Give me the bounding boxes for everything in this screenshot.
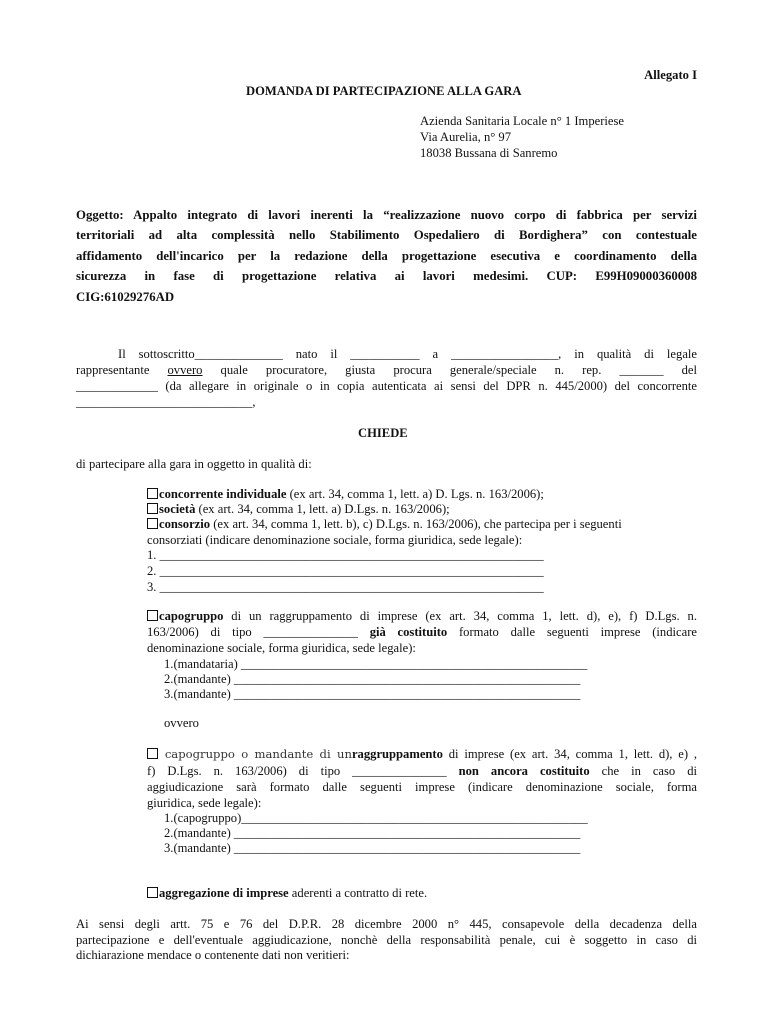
chiede-heading: CHIEDE xyxy=(358,426,408,440)
checkbox[interactable] xyxy=(147,503,158,514)
capogruppo-member-3[interactable]: 3.(mandante) _______________________________________________________ xyxy=(164,687,581,701)
page-title: DOMANDA DI PARTECIPAZIONE ALLA GARA xyxy=(246,84,522,98)
checkbox[interactable] xyxy=(147,887,158,898)
closing-line-3: dichiarazione mendace o contenente dati non veritieri: xyxy=(76,948,350,962)
capogruppo-text: 163/2006) di tipo _______________ xyxy=(147,625,370,639)
ovvero-text: ovvero xyxy=(164,716,199,730)
oggetto-line: sicurezza in fase di progettazione relativa ai lavori medesimi. CUP: E99H09000360008 xyxy=(76,269,697,284)
option-mandante[interactable] xyxy=(147,747,697,762)
option-label: aggregazione di imprese xyxy=(159,886,289,900)
capogruppo-line-2 xyxy=(147,625,697,640)
oggetto-line: CIG:61029276AD xyxy=(76,289,175,304)
capogruppo-member-2[interactable]: 2.(mandante) _______________________________________________________ xyxy=(164,672,581,686)
checkbox[interactable] xyxy=(147,488,158,499)
intro-line-3: _____________ (da allegare in originale o in copia autenticata ai sensi del DPR n. 445/2000) del concorrente xyxy=(76,379,697,393)
option-text: di un raggruppamento di imprese (ex art. 34, comma 1, lett. d), e), f) D.Lgs. n. xyxy=(223,609,697,623)
allegato-label: Allegato I xyxy=(644,68,697,82)
intro-line-2 xyxy=(76,363,697,378)
oggetto-line: affidamento dell'incarico per la redazione della progettazione esecutiva e coordinamento della xyxy=(76,248,697,263)
closing-line-2: partecipazione e dell'eventuale aggiudicazione, nonchè della responsabilità penale, cui è soggetto in caso di xyxy=(76,933,697,947)
mandante-non-costituito: non ancora costituito xyxy=(458,764,590,778)
mandante-member-2[interactable]: 2.(mandante) _______________________________________________________ xyxy=(164,826,581,840)
partecipare-text: di partecipare alla gara in oggetto in qualità di: xyxy=(76,457,312,471)
mandante-text: f) D.Lgs. n. 163/2006) di tipo _______________ xyxy=(147,764,459,778)
mandante-member-3[interactable]: 3.(mandante) _______________________________________________________ xyxy=(164,841,581,855)
mandante-text: che in caso di xyxy=(589,764,697,778)
capogruppo-line-3: denominazione sociale, forma giuridica, sede legale): xyxy=(147,641,416,655)
intro-text: rappresentante xyxy=(76,363,168,377)
mandante-line-3: aggiudicazione sarà formato dalle seguenti imprese (indicare denominazione sociale, forma xyxy=(147,780,697,794)
recipient-name: Azienda Sanitaria Locale n° 1 Imperiese xyxy=(420,114,624,128)
option-text: capogruppo o mandante di un xyxy=(164,747,352,761)
oggetto-line: territoriali ad alta complessità nello Stabilimento Ospedaliero di Bordighera” con contestuale xyxy=(76,228,697,243)
option-text: (ex art. 34, comma 1, lett. a) D. Lgs. n. 163/2006); xyxy=(286,487,544,501)
option-capogruppo[interactable] xyxy=(147,609,697,624)
option-label: società xyxy=(159,502,196,516)
mandante-member-1[interactable]: 1.(capogruppo)_______________________________________________________ xyxy=(164,811,588,825)
consorziato-field-3[interactable]: 3. _____________________________________________________________ xyxy=(147,580,544,594)
option-aggregazione[interactable] xyxy=(147,886,427,901)
capogruppo-gia-costituito: già costituito xyxy=(369,625,448,639)
option-consorzio[interactable] xyxy=(147,517,622,532)
option-label: concorrente individuale xyxy=(159,487,287,501)
consorziato-field-2[interactable]: 2. _____________________________________________________________ xyxy=(147,564,544,578)
consorzio-line-2: consorziati (indicare denominazione sociale, forma giuridica, sede legale): xyxy=(147,533,523,547)
option-label: raggruppamento xyxy=(351,747,443,761)
consorziato-field-1[interactable]: 1. _____________________________________________________________ xyxy=(147,548,544,562)
recipient-street: Via Aurelia, n° 97 xyxy=(420,130,512,144)
intro-text: quale procuratore, giusta procura generale/speciale n. rep. _______ del xyxy=(202,363,697,377)
option-individuale[interactable] xyxy=(147,487,544,502)
oggetto-line: Oggetto: Appalto integrato di lavori inerenti la “realizzazione nuovo corpo di fabbrica per servizi xyxy=(76,208,697,222)
intro-line-1: Il sottoscritto______________ nato il ___________ a _________________, in qualità di legale xyxy=(118,347,697,361)
oggetto-block xyxy=(76,205,697,307)
option-text: aderenti a contratto di rete. xyxy=(288,886,428,900)
option-societa[interactable] xyxy=(147,502,450,517)
closing-line-1: Ai sensi degli artt. 75 e 76 del D.P.R. 28 dicembre 2000 n° 445, consapevole della decadenza della xyxy=(76,917,697,931)
checkbox[interactable] xyxy=(147,518,158,529)
option-text: (ex art. 34, comma 1, lett. b), c) D.Lgs. n. 163/2006), che partecipa per i seguenti xyxy=(210,517,622,531)
option-label: consorzio xyxy=(159,517,211,531)
checkbox[interactable] xyxy=(147,610,158,621)
mandante-line-4: giuridica, sede legale): xyxy=(147,796,262,810)
option-label: capogruppo xyxy=(159,609,224,623)
mandante-line-2 xyxy=(147,764,697,779)
intro-line-4: ____________________________, xyxy=(76,395,256,409)
recipient-city: 18038 Bussana di Sanremo xyxy=(420,146,558,160)
intro-ovvero: ovvero xyxy=(167,363,203,377)
capogruppo-member-1[interactable]: 1.(mandataria) _______________________________________________________ xyxy=(164,657,588,671)
checkbox[interactable] xyxy=(147,748,158,759)
capogruppo-text: formato dalle seguenti imprese (indicare xyxy=(447,625,697,639)
option-text: (ex art. 34, comma 1, lett. a) D.Lgs. n. 163/2006); xyxy=(195,502,450,516)
option-text: di imprese (ex art. 34, comma 1, lett. d), e) , xyxy=(442,747,697,761)
